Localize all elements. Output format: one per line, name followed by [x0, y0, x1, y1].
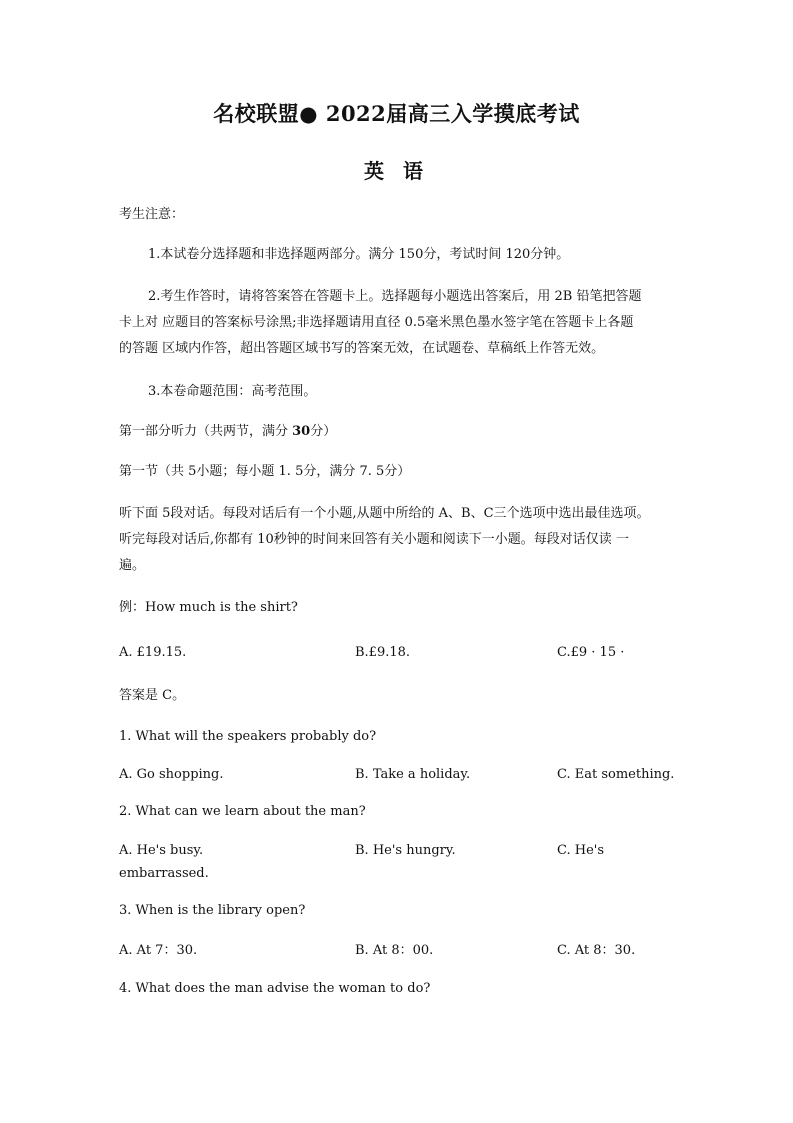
example-option-c: C.£9 · 15 · [557, 645, 625, 660]
exam-title: 名校联盟● 2022届高三入学摸底考试 [213, 101, 580, 126]
question-1-option-c: C. Eat something. [557, 767, 675, 782]
example-answer: 答案是 C。 [119, 688, 186, 703]
question-1-option-a: A. Go shopping. [119, 767, 224, 782]
example-question: 例：How much is the shirt? [119, 600, 298, 615]
question-1-option-b: B. Take a holiday. [355, 767, 471, 782]
listening-instructions [119, 501, 679, 579]
question-2-option-c-wrap: embarrassed. [119, 866, 209, 881]
section1-heading: 第一节（共 5小题；每小题 1. 5分，满分 7. 5分） [119, 464, 411, 479]
question-2-option-b: B. He's hungry. [355, 843, 456, 858]
notice-item-2-line-2: 卡上对 应题目的答案标号涂黑;非选择题请用直径 0.5毫米黑色墨水签字笔在答题卡上各题 [119, 315, 634, 330]
instructions-line-1: 听下面 5段对话。每段对话后有一个小题,从题中所给的 A、B、C三个选项中选出最佳选项。 [119, 506, 650, 521]
part1-heading [119, 424, 336, 440]
notice-heading: 考生注意： [119, 207, 185, 222]
notice-item-2-line-1: 2.考生作答时，请将答案答在答题卡上。选择题每小题选出答案后，用 2B 铅笔把答题 [148, 289, 642, 304]
question-3-option-b: B. At 8：00. [355, 943, 434, 958]
subject-title: 英 语 [364, 159, 429, 183]
notice-item-2 [119, 284, 679, 362]
question-3: 3. When is the library open? [119, 903, 306, 918]
question-4: 4. What does the man advise the woman to do? [119, 981, 431, 996]
question-2-option-c: C. He's [557, 843, 605, 858]
part1-heading-suffix: 分） [310, 424, 337, 439]
notice-item-2-line-3: 的答题 区域内作答，超出答题区域书写的答案无效，在试题卷、草稿纸上作答无效。 [119, 341, 605, 356]
part1-heading-prefix: 第一部分听力（共两节，满分 [119, 424, 293, 439]
instructions-line-2: 听完每段对话后,你都有 10秒钟的时间来回答有关小题和阅读下一小题。每段对话仅读 一 [119, 532, 629, 547]
question-2-option-a: A. He's busy. [119, 843, 204, 858]
instructions-line-3: 遍。 [119, 558, 146, 573]
question-2: 2. What can we learn about the man? [119, 804, 366, 819]
question-3-option-a: A. At 7：30. [119, 943, 198, 958]
question-3-option-c: C. At 8：30. [557, 943, 636, 958]
example-option-b: B.£9.18. [355, 645, 411, 660]
example-option-a: A. £19.15. [119, 645, 187, 660]
question-1: 1. What will the speakers probably do? [119, 729, 377, 744]
notice-item-1: 1.本试卷分选择题和非选择题两部分。满分 150分，考试时间 120分钟。 [148, 247, 570, 262]
notice-item-3: 3.本卷命题范围：高考范围。 [148, 384, 317, 399]
part1-heading-score: 30 [292, 424, 311, 439]
